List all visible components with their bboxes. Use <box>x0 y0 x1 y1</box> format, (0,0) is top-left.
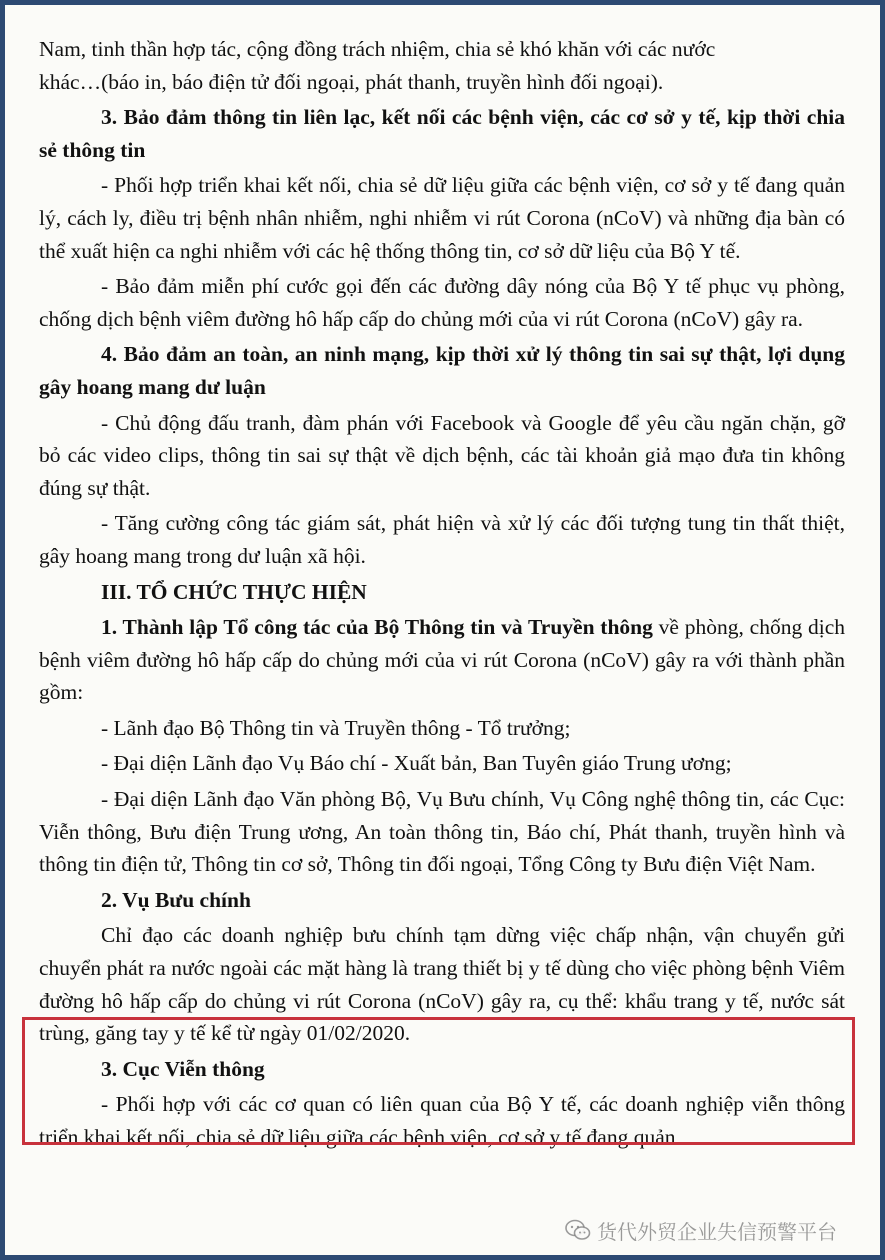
paragraph <box>39 611 845 709</box>
document-body <box>39 33 845 1154</box>
item-heading: 2. Vụ Bưu chính <box>101 887 251 912</box>
item-heading: 3. Cục Viễn thông <box>101 1056 265 1081</box>
member-item: - Lãnh đạo Bộ Thông tin và Truyền thông - Tổ trưởng; <box>101 715 571 740</box>
section-heading-4: 4. Bảo đảm an toàn, an ninh mạng, kịp thời xử lý thông tin sai sự thật, lợi dụng gây hoang mang dư luận <box>39 342 845 399</box>
member-item: - Đại diện Lãnh đạo Vụ Báo chí - Xuất bản, Ban Tuyên giáo Trung ương; <box>101 751 732 776</box>
watermark <box>565 1215 837 1245</box>
text-line: Nam, tinh thần hợp tác, cộng đồng trách nhiệm, chia sẻ khó khăn với các nước <box>39 37 716 61</box>
paragraph: - Bảo đảm miễn phí cước gọi đến các đường dây nóng của Bộ Y tế phục vụ phòng, chống dịch bệnh viêm đường hô hấp cấp do chủng mới của vi rút Corona (nCoV) gây ra. <box>39 274 845 331</box>
paragraph: - Phối hợp triển khai kết nối, chia sẻ dữ liệu giữa các bệnh viện, cơ sở y tế đang quản lý, cách ly, điều trị bệnh nhân nhiễm, nghi nhiễm vi rút Corona (nCoV) và những địa bàn có thể xuất hiện ca nghi nhiễm với các hệ thống thông tin, cơ sở dữ liệu của Bộ Y tế. <box>39 173 845 263</box>
part-heading: III. TỔ CHỨC THỰC HIỆN <box>101 579 367 604</box>
item-text: về phòng, chống dịch bệnh viêm đường hô hấp cấp do chủng mới của vi rút Corona (nCoV) gây ra với thành phần gồm: <box>39 615 845 705</box>
document-page <box>5 5 880 1255</box>
paragraph: - Chủ động đấu tranh, đàm phán với Facebook và Google để yêu cầu ngăn chặn, gỡ bỏ các video clips, thông tin sai sự thật về dịch bệnh, các tài khoản giả mạo đưa tin không đúng sự thật. <box>39 410 845 500</box>
section-heading-3: 3. Bảo đảm thông tin liên lạc, kết nối các bệnh viện, các cơ sở y tế, kịp thời chia sẻ thông tin <box>39 105 845 162</box>
wechat-icon <box>565 1219 591 1241</box>
highlight-box <box>22 1017 855 1145</box>
text-line: khác…(báo in, báo điện tử đối ngoại, phát thanh, truyền hình đối ngoại). <box>39 69 664 94</box>
watermark-text: 货代外贸企业失信预警平台 <box>597 1219 837 1244</box>
paragraph: - Phối hợp với các cơ quan có liên quan của Bộ Y tế, các doanh nghiệp viễn thông triển khai kết nối, chia sẻ dữ liệu giữa các bệnh viện, cơ sở y tế đang quản <box>39 1092 845 1149</box>
item-heading: 1. Thành lập Tổ công tác của Bộ Thông tin và Truyền thông <box>101 615 653 640</box>
highlighted-paragraph: Chỉ đạo các doanh nghiệp bưu chính tạm dừng việc chấp nhận, vận chuyển gửi chuyển phát ra nước ngoài các mặt hàng là trang thiết bị y tế dùng cho việc phòng bệnh Viêm đường hô hấp cấp do chủng vi rút Corona (nCoV) gây ra, cụ thể: khẩu trang y tế, nước sát trùng, găng tay y tế kể từ ngày 01/02/2020. <box>39 923 845 1046</box>
member-item: - Đại diện Lãnh đạo Văn phòng Bộ, Vụ Bưu chính, Vụ Công nghệ thông tin, các Cục: Viễn thông, Bưu điện Trung ương, An toàn thông tin, Báo chí, Phát thanh, truyền hình và thông tin điện tử, Thông tin cơ sở, Thông tin đối ngoại, Tổng Công ty Bưu điện Việt Nam. <box>39 787 845 877</box>
paragraph: - Tăng cường công tác giám sát, phát hiện và xử lý các đối tượng tung tin thất thiệt, gây hoang mang trong dư luận xã hội. <box>39 511 845 568</box>
